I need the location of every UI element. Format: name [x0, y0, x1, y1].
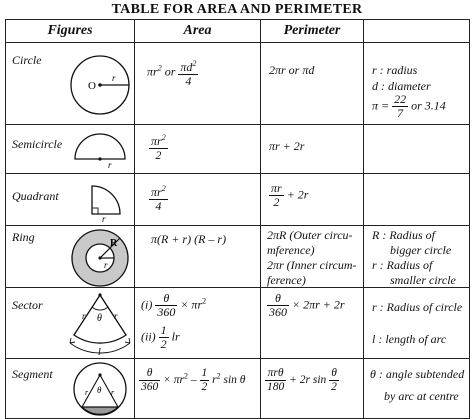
quadrant-radius-label: r: [102, 214, 106, 222]
quadrant-per-suffix: + 2r: [286, 187, 309, 202]
quadrant-figure-cell: [6, 174, 135, 226]
segment-name: Segment: [12, 367, 53, 381]
ring-remarks-cell: [364, 226, 470, 288]
row-circle: [6, 43, 470, 125]
semicircle-area-cell: $\frac{\pi r^2}{2}$: [135, 125, 261, 174]
pi-den: 7: [397, 106, 404, 120]
segment-remark-2: by arc at centre: [384, 389, 459, 403]
sector-area2-num: 1: [160, 323, 167, 337]
circle-remark-r: r : radius: [372, 63, 418, 77]
ring-remark-3: r : Radius of: [372, 258, 433, 272]
segment-per2-num: θ: [329, 367, 339, 381]
ring-name: Ring: [12, 230, 35, 244]
circle-perimeter: 2πr or πd: [269, 63, 315, 77]
header-remarks: [364, 20, 470, 43]
ring-inner-label: r: [104, 260, 108, 270]
ring-remark-1: R : Radius of: [372, 228, 435, 242]
segment-r2-label: r: [111, 388, 115, 397]
sector-area1-den: 360: [157, 305, 176, 319]
ring-diagram: [70, 228, 130, 288]
segment-half-den: 2: [201, 381, 208, 393]
sector-area2-prefix: (ii): [141, 329, 156, 344]
segment-area-cell: $\frac{\theta}{360}$ × $\pi r^2$ – $\frac{1}{2}$ $r^2$ sin θ: [135, 359, 261, 419]
page-title: TABLE FOR AREA AND PERIMETER: [111, 2, 363, 17]
segment-r1-label: r: [85, 388, 89, 397]
sector-area1-num: θ: [155, 292, 177, 306]
ring-per-line-1: 2πR (Outer circu-: [267, 228, 353, 242]
pi-prefix: π =: [372, 98, 390, 113]
sector-remarks-cell: [364, 288, 470, 359]
sector-angle-label: θ: [97, 313, 102, 324]
row-quadrant: [6, 174, 470, 226]
header-row: [6, 20, 470, 43]
ring-remark-2: bigger circle: [390, 243, 452, 257]
ring-area: π(R + r) (R – r): [151, 232, 227, 246]
circle-area-or: or: [164, 64, 176, 79]
circle-area-den: 4: [185, 74, 192, 88]
sector-area1-suffix: × πr: [180, 297, 203, 312]
sector-perimeter-cell: [261, 288, 364, 359]
quadrant-perimeter-cell: [261, 174, 364, 226]
circle-figure-cell: [6, 43, 135, 125]
circle-diagram: [68, 49, 132, 121]
segment-remark-1: θ : angle subtended: [370, 367, 465, 381]
ring-remark-4: smaller circle: [390, 273, 456, 287]
segment-area-den: 360: [141, 381, 159, 393]
circle-area-num: πd: [180, 60, 193, 74]
row-segment: [6, 359, 470, 419]
segment-area-num: θ: [139, 367, 160, 381]
sector-area2-suffix: lr: [171, 329, 180, 344]
circle-remarks-cell: [364, 43, 470, 125]
sector-per-num: θ: [267, 292, 289, 306]
circle-perimeter-cell: [261, 43, 364, 125]
semicircle-remarks-cell: [364, 125, 470, 174]
segment-area-sin: sin θ: [223, 374, 246, 387]
segment-diagram: [72, 361, 128, 417]
row-sector: [6, 288, 470, 359]
quadrant-diagram: [86, 180, 126, 222]
sector-remark-2: l : length of arc: [372, 332, 447, 346]
quadrant-area-den: 4: [155, 199, 162, 213]
header-area: Area: [135, 20, 261, 43]
segment-area-mid: × πr: [163, 374, 184, 387]
area-perimeter-table: [5, 19, 470, 419]
circle-area-pir: πr: [147, 64, 158, 79]
segment-area-tail: r: [212, 374, 217, 387]
segment-half-num: 1: [201, 367, 208, 379]
circle-name: Circle: [12, 53, 42, 67]
ring-per-line-4: ference): [267, 273, 306, 287]
semicircle-name: Semicircle: [12, 137, 63, 151]
circle-radius-label: r: [112, 73, 116, 83]
header-perimeter: Perimeter: [261, 20, 364, 43]
segment-per-num: πrθ: [265, 367, 286, 381]
quadrant-area-cell: $\frac{\pi r^2}{4}$: [135, 174, 261, 226]
sector-area2-den: 2: [160, 337, 167, 351]
quadrant-name: Quadrant: [12, 189, 59, 203]
segment-per2-den: 2: [331, 381, 337, 393]
ring-outer-label: R: [110, 238, 118, 249]
sector-figure-cell: [6, 288, 135, 359]
semicircle-diagram: [72, 131, 128, 169]
segment-area-minus: –: [190, 374, 197, 387]
ring-per-line-2: mference): [267, 243, 315, 257]
sector-arc-label: l: [98, 347, 101, 357]
segment-perimeter-cell: [261, 359, 364, 419]
circle-remark-d: d : diameter: [372, 79, 431, 93]
sector-area-cell: (i) $\frac{\theta}{360}$ × $\pi r^2$ (ii) $\frac{1}{2}$ lr: [135, 288, 261, 359]
sector-area1-prefix: (i): [141, 297, 153, 312]
sector-r2-label: r: [114, 311, 118, 321]
sector-r1-label: r: [82, 311, 86, 321]
semicircle-radius-label: r: [108, 160, 112, 169]
quadrant-per-den: 2: [273, 195, 280, 209]
pi-suffix: or 3.14: [411, 98, 446, 113]
segment-per-den: 180: [267, 381, 285, 393]
circle-center-label: O: [88, 80, 96, 92]
header-figures: Figures: [6, 20, 135, 43]
sector-name: Sector: [12, 298, 43, 312]
ring-per-line-3: 2πr (Inner circum-: [267, 258, 357, 272]
semicircle-area-den: 2: [155, 148, 162, 162]
segment-remarks-cell: [364, 359, 470, 419]
ring-figure-cell: [6, 226, 135, 288]
pi-num: 22: [394, 92, 407, 106]
ring-area-cell: [135, 226, 261, 288]
circle-area-cell: $\pi r^2$ or $\frac{\pi d^2}{4}$: [135, 43, 261, 125]
ring-perimeter-cell: [261, 226, 364, 288]
sector-remark-1: r : Radius of circle: [372, 300, 463, 314]
quadrant-remarks-cell: [364, 174, 470, 226]
semicircle-perimeter-cell: [261, 125, 364, 174]
row-semicircle: [6, 125, 470, 174]
sector-per-den: 360: [269, 305, 287, 319]
quadrant-area-num: πr: [151, 185, 162, 199]
semicircle-area-num: πr: [151, 134, 162, 148]
semicircle-perimeter: πr + 2r: [269, 139, 305, 153]
row-ring: [6, 226, 470, 288]
segment-per-mid: + 2r sin: [289, 374, 327, 387]
segment-angle-label: θ: [97, 385, 102, 395]
quadrant-per-num: πr: [271, 181, 282, 195]
semicircle-figure-cell: [6, 125, 135, 174]
segment-figure-cell: [6, 359, 135, 419]
sector-per-suffix: × 2πr + 2r: [292, 297, 345, 312]
sector-diagram: [66, 291, 134, 357]
